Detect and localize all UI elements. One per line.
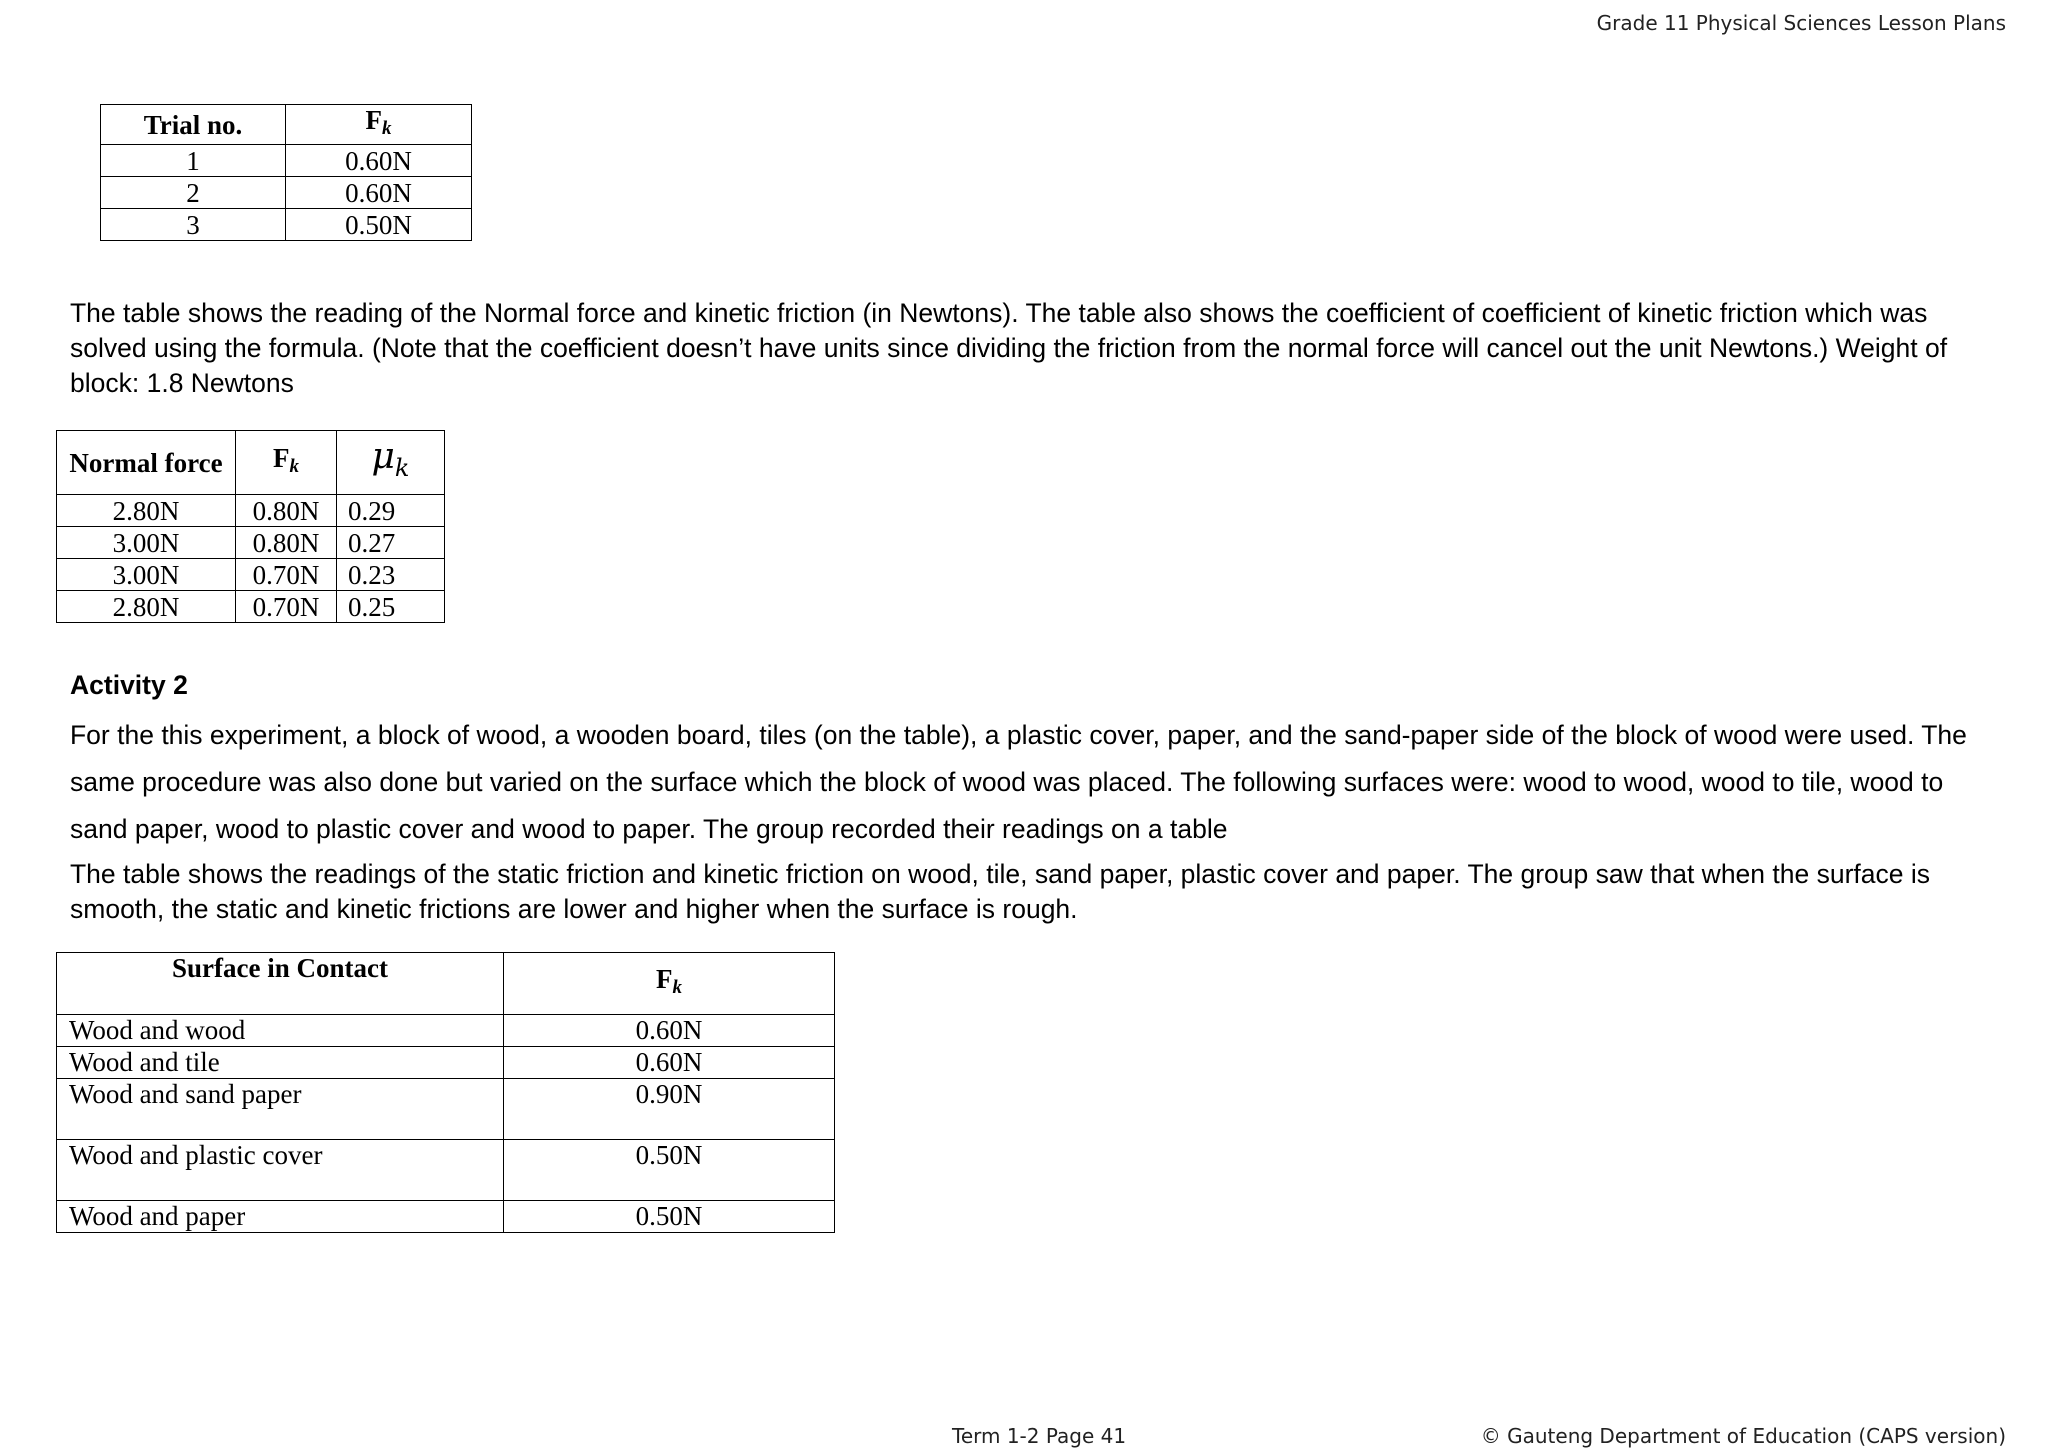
fk-cell: 0.70N	[236, 559, 337, 591]
mu-cell: 0.27	[337, 527, 445, 559]
table-row	[101, 209, 472, 241]
fk-symbol: F	[273, 443, 290, 473]
table-row	[57, 1201, 835, 1233]
table-row	[101, 177, 472, 209]
table-header-row	[57, 431, 445, 495]
fk-cell: 0.50N	[286, 209, 472, 241]
table-row	[57, 1015, 835, 1047]
normal-force-friction-table	[56, 430, 445, 623]
column-header-mu-k	[337, 431, 445, 495]
table-row	[57, 495, 445, 527]
table-row	[57, 1140, 835, 1201]
footer-page-number: Term 1-2 Page 41	[952, 1424, 1127, 1448]
fk-cell: 0.60N	[286, 177, 472, 209]
trial-cell: 1	[101, 145, 286, 177]
table-row	[57, 1047, 835, 1079]
mu-letter: μ	[371, 435, 395, 477]
footer-copyright: © Gauteng Department of Education (CAPS version)	[1480, 1424, 2006, 1448]
table-row	[57, 559, 445, 591]
fk-subscript: k	[672, 977, 682, 998]
fk-cell: 0.80N	[236, 527, 337, 559]
fk-subscript: k	[289, 456, 299, 477]
mu-subscript: k	[394, 454, 410, 483]
column-header-trial: Trial no.	[101, 105, 286, 145]
mu-cell: 0.25	[337, 591, 445, 623]
fk-cell: 0.90N	[504, 1079, 835, 1140]
activity-2-procedure: For the this experiment, a block of wood, a wooden board, tiles (on the table), a plastic cover, paper, and the sand-paper side of the block of wood were used. The same procedure was also done but varied on the surface which the block of wood was placed. The following surfaces were: wood to wood, wood to tile, wood to sand paper, wood to plastic cover and wood to paper. The group recorded their readings on a table	[70, 720, 1967, 844]
column-header-surface: Surface in Contact	[57, 953, 504, 1015]
table-row	[57, 527, 445, 559]
fk-cell: 0.50N	[504, 1201, 835, 1233]
normal-force-description: The table shows the reading of the Normal force and kinetic friction (in Newtons). The table also shows the coefficient of coefficient of kinetic friction which was solved using the formula. (Note that the coefficient doesn’t have units since dividing the friction from the normal force will cancel out the unit Newtons.) Weight of block: 1.8 Newtons	[70, 298, 1948, 398]
surface-cell: Wood and paper	[57, 1201, 504, 1233]
mu-cell: 0.23	[337, 559, 445, 591]
column-header-fk	[236, 431, 337, 495]
trial-friction-table	[100, 104, 472, 241]
column-header-fk	[504, 953, 835, 1015]
trial-cell: 2	[101, 177, 286, 209]
surface-cell: Wood and sand paper	[57, 1079, 504, 1140]
surface-contact-table	[56, 952, 835, 1233]
fk-cell: 0.60N	[504, 1047, 835, 1079]
table-row	[57, 1079, 835, 1140]
normal-force-cell: 3.00N	[57, 527, 236, 559]
normal-force-cell: 2.80N	[57, 591, 236, 623]
surface-cell: Wood and plastic cover	[57, 1140, 504, 1201]
normal-force-cell: 2.80N	[57, 495, 236, 527]
surface-cell: Wood and tile	[57, 1047, 504, 1079]
column-header-fk	[286, 105, 472, 145]
fk-cell: 0.70N	[236, 591, 337, 623]
activity-2-observation: The table shows the readings of the static friction and kinetic friction on wood, tile, sand paper, plastic cover and paper. The group saw that when the surface is smooth, the static and kinetic frictions are lower and higher when the surface is rough.	[70, 859, 1930, 924]
table-row	[57, 591, 445, 623]
table-header-row	[57, 953, 835, 1015]
column-header-normal-force: Normal force	[57, 431, 236, 495]
mu-cell: 0.29	[337, 495, 445, 527]
table-row	[101, 145, 472, 177]
fk-cell: 0.50N	[504, 1140, 835, 1201]
table-header-row	[101, 105, 472, 145]
trial-cell: 3	[101, 209, 286, 241]
header-title: Grade 11 Physical Sciences Lesson Plans	[1596, 11, 2006, 35]
surface-cell: Wood and wood	[57, 1015, 504, 1047]
normal-force-cell: 3.00N	[57, 559, 236, 591]
fk-symbol: F	[365, 105, 382, 135]
fk-cell: 0.60N	[504, 1015, 835, 1047]
fk-symbol: F	[656, 964, 673, 994]
fk-subscript: k	[382, 118, 392, 139]
fk-cell: 0.60N	[286, 145, 472, 177]
mu-symbol	[371, 435, 410, 483]
fk-cell: 0.80N	[236, 495, 337, 527]
activity-2-heading: Activity 2	[70, 670, 188, 700]
